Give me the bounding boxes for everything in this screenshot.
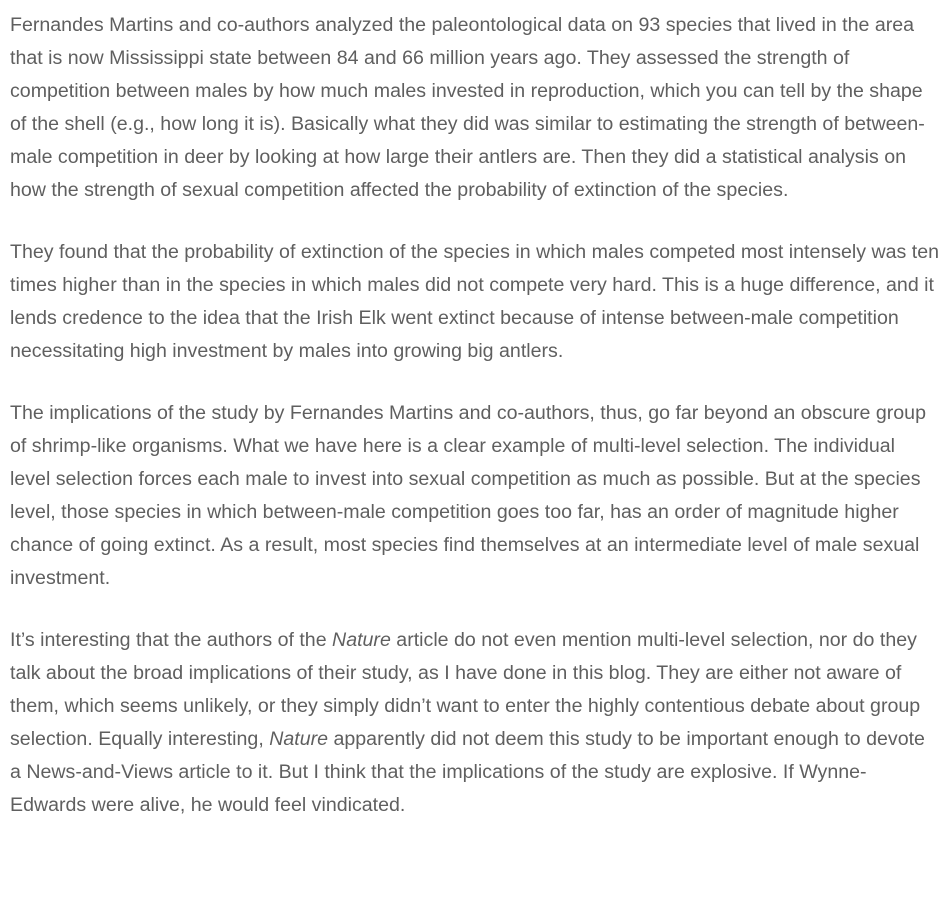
paragraph-4-text-1: It’s interesting that the authors of the: [10, 629, 333, 651]
paragraph-4: [10, 624, 940, 822]
paragraph-4-text-2: article do not even mention multi-level selection, nor do they talk about the broad implications of their study, as I have done in this blog. They are either not aware of them, which seems unlikely, or they simply didn’t want to enter the highly contentious debate about group selection. Equally interesting,: [10, 629, 921, 750]
article-body: [10, 9, 940, 822]
journal-name-nature: Nature: [269, 728, 329, 750]
paragraph-2: They found that the probability of extinction of the species in which males competed most intensely was ten times higher than in the species in which males did not compete very hard. This is a huge difference, and it lends credence to the idea that the Irish Elk went extinct because of intense between-male competition necessitating high investment by males into growing big antlers.: [10, 241, 940, 362]
paragraph-3: The implications of the study by Fernandes Martins and co-authors, thus, go far beyond an obscure group of shrimp-like organisms. What we have here is a clear example of multi-level selection. The individual level selection forces each male to invest into sexual competition as much as possible. But at the species level, those species in which between-male competition goes too far, has an order of magnitude higher chance of going extinct. As a result, most species find themselves at an intermediate level of male sexual investment.: [10, 402, 926, 589]
paragraph-1: Fernandes Martins and co-authors analyzed the paleontological data on 93 species that lived in the area that is now Mississippi state between 84 and 66 million years ago. They assessed the strength of competition between males by how much males invested in reproduction, which you can tell by the shape of the shell (e.g., how long it is). Basically what they did was similar to estimating the strength of between-male competition in deer by looking at how large their antlers are. Then they did a statistical analysis on how the strength of sexual competition affected the probability of extinction of the species.: [10, 14, 925, 201]
journal-name-nature: Nature: [332, 629, 391, 651]
paragraph-4-text-3: apparently did not deem this study to be important enough to devote a News-and-Views article to it. But I think that the implications of the study are explosive. If Wynne-Edwards were alive, he would feel vindicated.: [10, 728, 925, 816]
